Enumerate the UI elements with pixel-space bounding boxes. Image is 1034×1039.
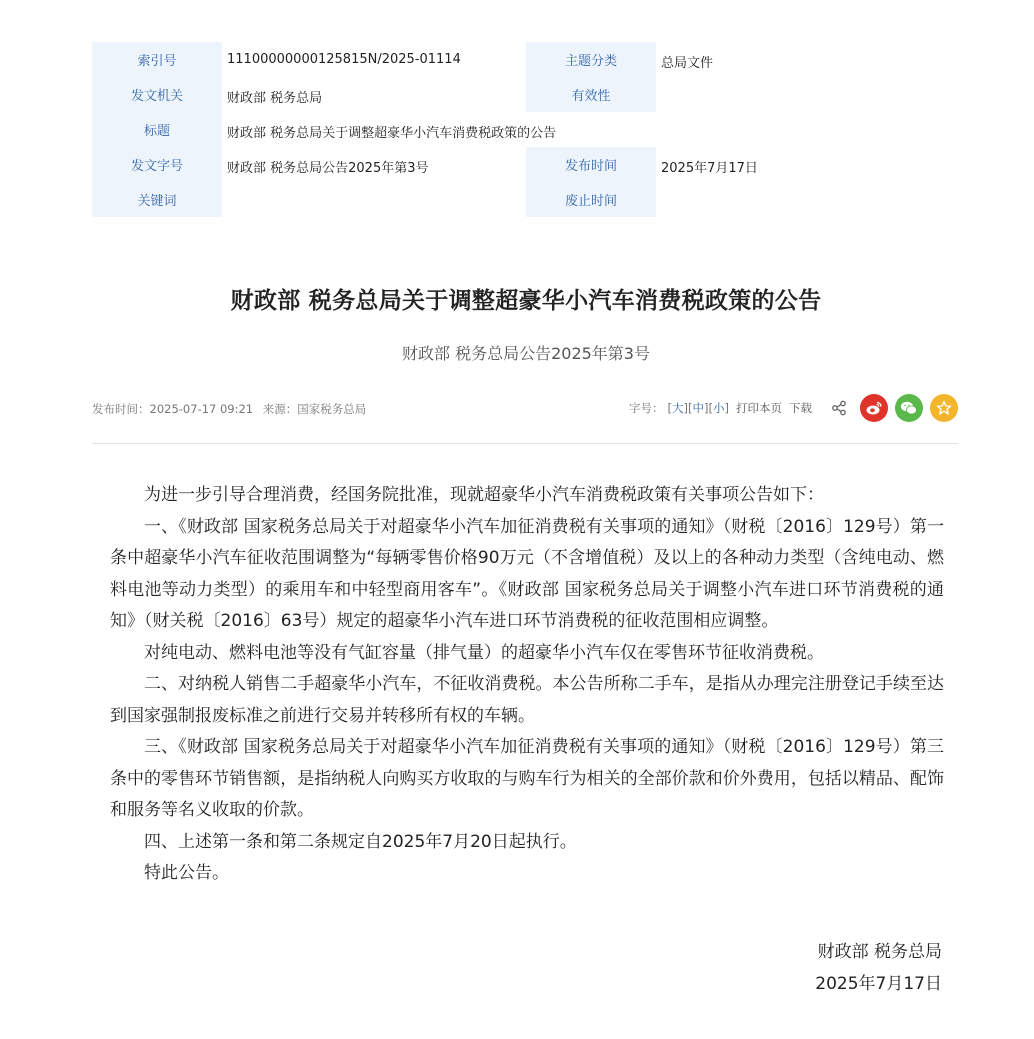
- download-link[interactable]: 下载: [789, 401, 812, 415]
- pubdate-value: 2025年7月17日: [661, 161, 758, 176]
- topic-label: 主题分类: [526, 42, 656, 77]
- publish-time: 发布时间：2025-07-17 09:21: [92, 402, 254, 416]
- paragraph: 为进一步引导合理消费，经国务院批准，现就超豪华小汽车消费税政策有关事项公告如下：: [144, 485, 824, 505]
- share-icon[interactable]: [830, 399, 848, 417]
- meta-row-docno: [92, 147, 958, 182]
- metadata-table: [92, 42, 958, 217]
- docno-label: 发文字号: [92, 147, 222, 182]
- meta-row-keywords: [92, 182, 958, 217]
- paragraph: 四、上述第一条和第二条规定自2025年7月20日起执行。: [144, 831, 577, 852]
- signature-block: [815, 936, 942, 1000]
- validity-value: [656, 77, 956, 112]
- font-size-medium-button[interactable]: 中: [692, 401, 704, 415]
- font-size-small-button[interactable]: 小: [713, 401, 725, 415]
- article-source: 来源：国家税务总局: [262, 402, 367, 416]
- paragraph: 二、对纳税人销售二手超豪华小汽车，不征收消费税。本公告所称二手车，是指从办理完注册登记手续至达到国家强制报废标准之前进行交易并转移所有权的车辆。: [110, 674, 944, 726]
- page-title: 财政部 税务总局关于调整超豪华小汽车消费税政策的公告: [230, 288, 822, 314]
- weibo-icon[interactable]: [860, 394, 888, 422]
- keywords-value: [222, 182, 526, 217]
- article-toolbar: 字号： [ 大 ] [ 中 ] [ 小 ] 打印本页 下载: [629, 392, 958, 424]
- index-label: 索引号: [92, 42, 222, 77]
- index-value: 11100000000125815N/2025-01114: [227, 52, 461, 67]
- article-meta: [92, 401, 372, 417]
- meta-row-issuer: [92, 77, 958, 112]
- issuer-label: 发文机关: [92, 77, 222, 112]
- keywords-label: 关键词: [92, 182, 222, 217]
- favorite-star-icon[interactable]: [930, 394, 958, 422]
- meta-row-index: [92, 42, 958, 77]
- article-info-bar: [92, 392, 958, 428]
- paragraph: 特此公告。: [144, 863, 229, 883]
- document-number: 财政部 税务总局公告2025年第3号: [402, 344, 650, 363]
- paragraph: 一、《财政部 国家税务总局关于对超豪华小汽车加征消费税有关事项的通知》（财税〔2016〕129号）第一条中超豪华小汽车征收范围调整为“每辆零售价格90万元（不含增值税）及以上的各种动力类型（含纯电动、燃料电池等动力类型）的乘用车和中轻型商用客车”。《财政部 国家税务总局关于调整小汽车进口环节消费税的通知》（财关税〔2016〕63号）规定的超豪华小汽车进口环节消费税的征收范围相应调整。: [110, 516, 944, 631]
- header-divider: [92, 443, 958, 444]
- abolish-label: 废止时间: [526, 182, 656, 217]
- signature-org: 财政部 税务总局: [817, 942, 942, 962]
- print-link[interactable]: 打印本页: [736, 401, 782, 415]
- docno-value: 财政部 税务总局公告2025年第3号: [227, 161, 429, 176]
- font-size-large-button[interactable]: 大: [672, 401, 684, 415]
- issuer-value: 财政部 税务总局: [227, 91, 323, 106]
- title-label: 标题: [92, 112, 222, 147]
- font-size-label: 字号：: [629, 401, 664, 415]
- paragraph: 对纯电动、燃料电池等没有气缸容量（排气量）的超豪华小汽车仅在零售环节征收消费税。: [144, 642, 824, 663]
- title-value: 财政部 税务总局关于调整超豪华小汽车消费税政策的公告: [227, 126, 557, 141]
- paragraph: 三、《财政部 国家税务总局关于对超豪华小汽车加征消费税有关事项的通知》（财税〔2016〕129号）第三条中的零售环节销售额，是指纳税人向购买方收取的与购车行为相关的全部价款和价外费用，包括以精品、配饰和服务等名义收取的价款。: [110, 737, 944, 820]
- article-body: [110, 480, 944, 890]
- pubdate-label: 发布时间: [526, 147, 656, 182]
- validity-label: 有效性: [526, 77, 656, 112]
- abolish-value: [656, 182, 956, 217]
- signature-date: 2025年7月17日: [815, 974, 942, 994]
- meta-row-title: [92, 112, 958, 147]
- topic-value: 总局文件: [661, 56, 714, 71]
- wechat-icon[interactable]: [895, 394, 923, 422]
